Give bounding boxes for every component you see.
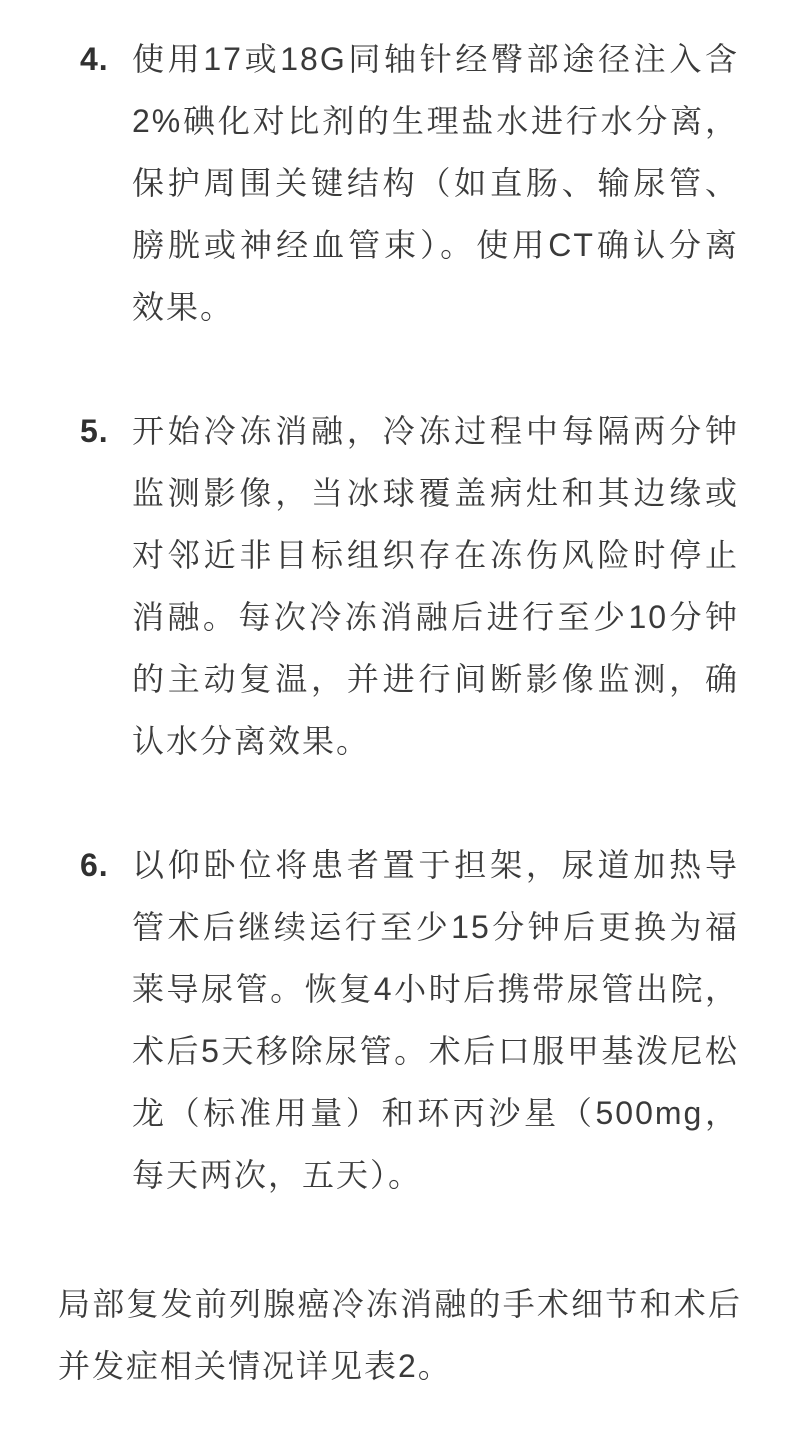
text-line: 消融。每次冷冻消融后进行至少10分钟 — [132, 599, 739, 635]
text-line: 保护周围关键结构（如直肠、输尿管、 — [132, 165, 739, 201]
list-item-6 — [0, 834, 800, 1206]
text-line: 使用17或18G同轴针经臀部途径注入含 — [132, 41, 739, 77]
list-item-5 — [0, 400, 800, 772]
text-line: 膀胱或神经血管束）。使用CT确认分离 — [132, 227, 739, 263]
text-line: 每天两次，五天）。 — [132, 1157, 423, 1193]
text-line: 龙（标准用量）和环丙沙星（500mg， — [132, 1095, 739, 1131]
text-line: 对邻近非目标组织存在冻伤风险时停止 — [132, 537, 739, 573]
text-line: 认水分离效果。 — [132, 723, 371, 759]
closing-paragraph — [58, 1273, 742, 1397]
list-item-4 — [0, 28, 800, 338]
text-line: 莱导尿管。恢复4小时后携带尿管出院， — [132, 971, 739, 1007]
text-line: 开始冷冻消融，冷冻过程中每隔两分钟 — [132, 413, 739, 449]
text-line: 的主动复温，并进行间断影像监测，确 — [132, 661, 739, 697]
text-line: 效果。 — [132, 289, 235, 325]
text-line: 监测影像，当冰球覆盖病灶和其边缘或 — [132, 475, 739, 511]
list-item-4-number: 4. — [80, 41, 109, 77]
list-item-5-number: 5. — [80, 413, 109, 449]
text-line: 局部复发前列腺癌冷冻消融的手术细节和术后 — [58, 1286, 742, 1322]
list-item-6-number: 6. — [80, 847, 109, 883]
text-line: 术后5天移除尿管。术后口服甲基泼尼松 — [132, 1033, 739, 1069]
text-line: 管术后继续运行至少15分钟后更换为福 — [132, 909, 739, 945]
text-line: 以仰卧位将患者置于担架，尿道加热导 — [132, 847, 739, 883]
text-line: 2%碘化对比剂的生理盐水进行水分离， — [132, 103, 739, 139]
text-line: 并发症相关情况详见表2。 — [58, 1348, 452, 1384]
